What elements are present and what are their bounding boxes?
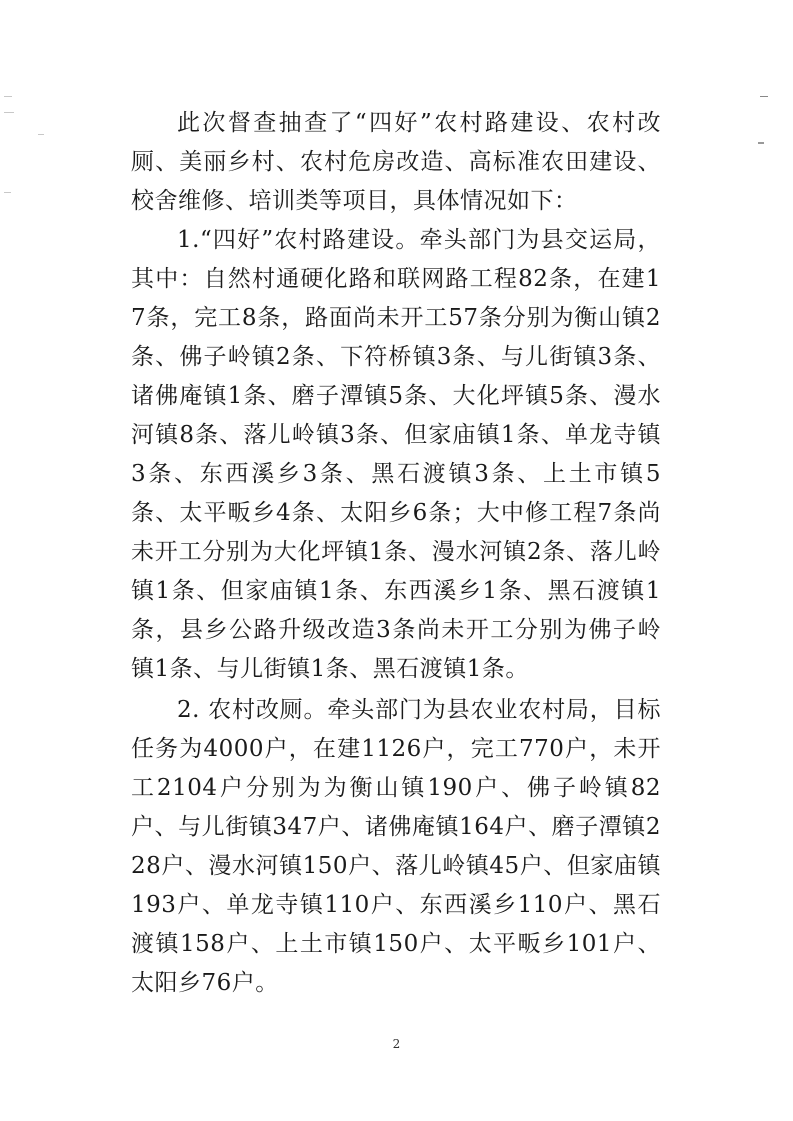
paragraph-intro: 此次督查抽查了“四好”农村路建设、农村改厕、美丽乡村、农村危房改造、高标准农田建设、校舍维修、培训类等项目，具体情况如下： xyxy=(131,110,661,214)
scan-mark-left-1 xyxy=(4,96,12,97)
scan-mark-right-1 xyxy=(760,96,768,97)
scan-mark-left-4 xyxy=(4,192,11,193)
document-body xyxy=(131,104,661,1003)
paragraph-toilet-renovation: 2. 农村改厕。牵头部门为县农业农村局，目标任务为4000户，在建1126户，完工770户，未开工2104户分别为为衡山镇190户、佛子岭镇82户、与儿街镇347户、诸佛庵镇164户、磨子潭镇228户、漫水河镇150户、落儿岭镇45户、但家庙镇193户、单龙寺镇110户、东西溪乡110户、黑石渡镇158户、上土市镇150户、太平畈乡101户、太阳乡76户。 xyxy=(131,697,661,996)
paragraph-rural-roads: 1.“四好”农村路建设。牵头部门为县交运局，其中：自然村通硬化路和联网路工程82条，在建17条，完工8条，路面尚未开工57条分别为衡山镇2条、佛子岭镇2条、下符桥镇3条、与儿街镇3条、诸佛庵镇1条、磨子潭镇5条、大化坪镇5条、漫水河镇8条、落儿岭镇3条、但家庙镇1条、单龙寺镇3条、东西溪乡3条、黑石渡镇3条、上土市镇5条、太平畈乡4条、太阳乡6条；大中修工程7条尚未开工分别为大化坪镇1条、漫水河镇2条、落儿岭镇1条、但家庙镇1条、东西溪乡1条、黑石渡镇1条，县乡公路升级改造3条尚未开工分别为佛子岭镇1条、与儿街镇1条、黑石渡镇1条。 xyxy=(131,227,661,682)
scan-mark-right-2 xyxy=(758,142,764,144)
scan-mark-left-3 xyxy=(38,134,44,135)
scan-mark-left-2 xyxy=(4,112,14,113)
page-number: 2 xyxy=(392,1037,401,1051)
